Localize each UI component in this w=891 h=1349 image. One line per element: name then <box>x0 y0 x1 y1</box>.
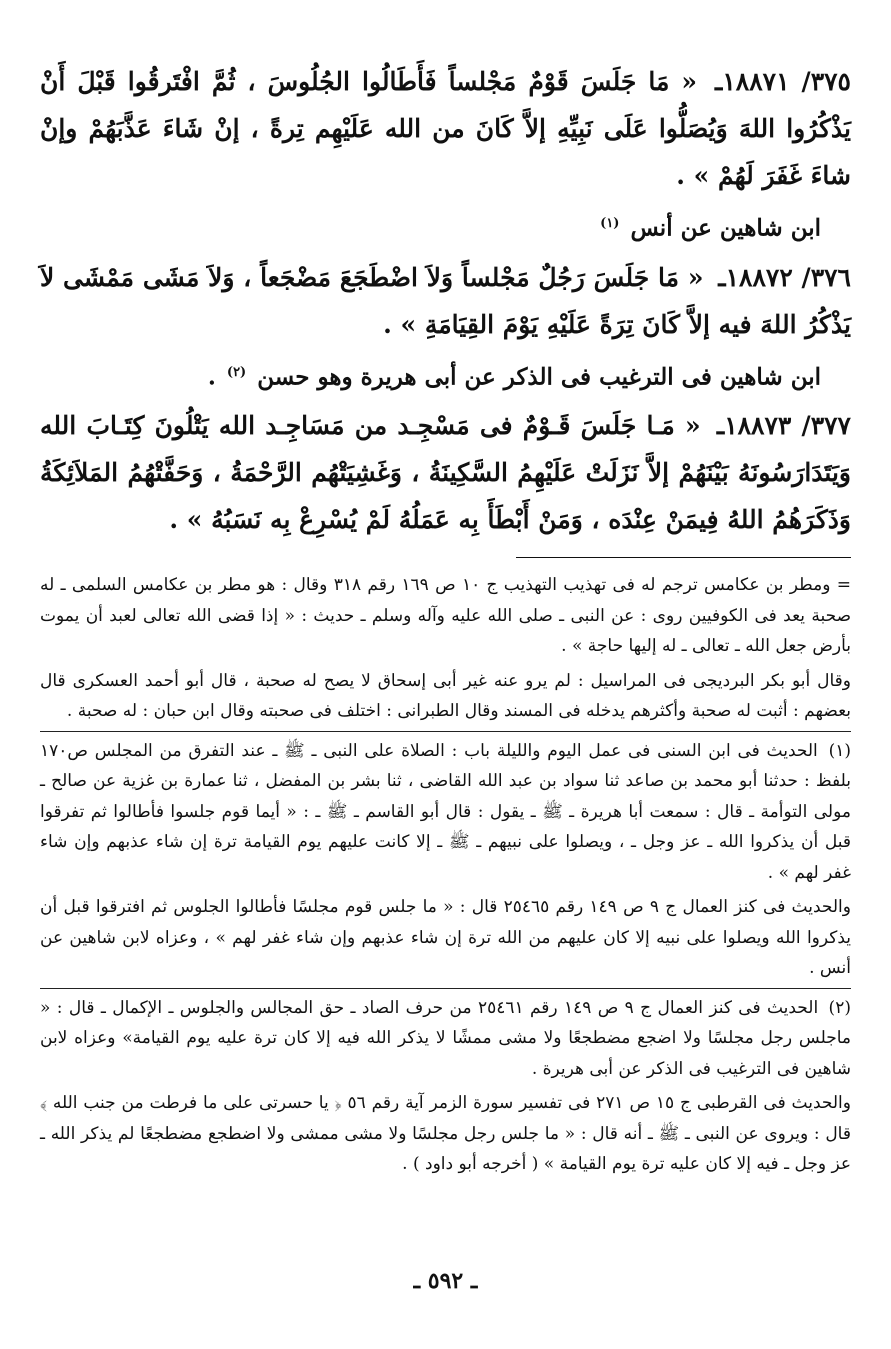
hadith-text: « مَـا جَلَسَ قَـوْمٌ فى مَسْجِـد من مَسَاجِـد الله يَتْلُونَ كِتَـابَ الله وَيَتَدَارَسُونَهُ بَيْنَهُمْ إلاَّ نَزَلَتْ عَلَيْهِمُ السَّكِينَةُ ، وَغَشِيَتْهُم الرَّحْمَةُ ، وَحَفَّتْهُمُ المَلاَئِكَةُ وَذَكَرَهُمُ اللهُ فِيمَنْ عِنْدَه ، وَمَنْ أَبْطَأَ بِه عَمَلُهُ لَمْ يُسْرِعْ بِه نَسَبُهُ » . <box>40 411 851 535</box>
source-text: ابن شاهين فى الترغيب فى الذكر عن أبى هريرة وهو حسن <box>257 363 821 391</box>
footnote-rule <box>516 557 851 558</box>
hadith-375 <box>40 58 851 199</box>
page-body <box>40 58 851 1184</box>
footnote-continuation-1: = ومطر بن عكامس ترجم له فى تهذيب التهذيب ج ١٠ ص ١٦٩ رقم ٣١٨ وقال : هو مطر بن عكامس السلمى ـ له صحبة يعد فى الكوفيين روى : عن النبى ـ صلى الله عليه وآله وسلم ـ حديث : « إذا قضى الله تعالى لعبد أن يموت بأرض جعل الله ـ تعالى ـ له إليها حاجة » . <box>40 575 851 657</box>
footnote-marker: (١) <box>828 740 851 761</box>
footnote-2-continued: والحديث فى القرطبى ج ١٥ ص ٢٧١ فى تفسير سورة الزمر آية رقم ٥٦ ﴿ يا حسرتى على ما فرطت من جنب الله ﴾ قال : ويروى عن النبى ـ ﷺ ـ أنه قال : « ما جلس رجل مجلسًا ولا مشى ممشى ولا اضطجع مضطجعًا لم يذكر الله ـ عز وجل ـ فيه إلا كان عليه ترة يوم القيامة » ( أخرجه أبو داود ) . <box>40 1093 851 1175</box>
page-number: ـ ٥٩٢ ـ <box>413 1268 478 1294</box>
source-text: ابن شاهين عن أنس <box>630 214 821 242</box>
footnote-1-continued: والحديث فى كنز العمال ج ٩ ص ١٤٩ رقم ٢٥٤٦٥ قال : « ما جلس قوم مجلسًا فأطالوا الجلوس ثم افترقوا قبل أن يذكروا الله ويصلوا على نبيه إلا كان عليهم من الله ترة إن شاء عذبهم وإن شاء غفر لهم » ، وعزاه لابن شاهين عن أنس . <box>40 897 851 979</box>
footnote-text: الحديث فى ابن السنى فى عمل اليوم والليلة باب : الصلاة على النبى ـ ﷺ ـ عند التفرق من المجلس ص١٧٠ بلفظ : حدثنا أبو محمد بن صاعد ثنا سواد بن عبد الله القاضى ، ثنا بشر بن المفضل ، ثنا عمارة بن غزية عن صالح ـ مولى التوأمة ـ قال : سمعت أبا هريرة ـ ﷺ ـ يقول : قال أبو القاسم ـ ﷺ ـ : « أيما قوم جلسوا فأطالوا ثم تفرقوا قبل أن يذكروا الله ـ عز وجل ـ ، ويصلوا على نبيهم ـ ﷺ ـ إلا كانت عليهم يوم القيامة ترة إن شاء عذبهم وإن شاء غفر لهم » . <box>40 740 851 883</box>
hadith-number: ٣٧٧/ ١٨٨٧٣ـ <box>716 411 851 441</box>
hadith-376 <box>40 254 851 348</box>
hadith-377 <box>40 402 851 543</box>
footnote-continuation-2: وقال أبو بكر البرديجى فى المراسيل : لم يرو عنه غير أبى إسحاق لا يصح له صحبة ، قال أبو أحمد العسكرى قال بعضهم : أثبت له صحبة وأكثرهم يدخله فى المسند وقال الطبرانى : اختلف فى صحبته وقال ابن حبان : له صحبة . <box>40 670 851 722</box>
footnote-ref: (٢) <box>226 364 247 380</box>
hadith-376-source <box>40 352 821 399</box>
footnote-2 <box>40 993 851 1085</box>
footnote-ref: (١) <box>600 216 620 231</box>
hadith-text: « مَا جَلَسَ رَجُلٌ مَجْلساً وَلاَ اضْطَجَعَ مَضْجَعاً ، وَلاَ مَشَى مَمْشَى لاَ يَذْكُرُ اللهَ فيه إلاَّ كَانَ تِرَةً عَلَيْهِ يَوْمَ القِيَامَةِ » . <box>40 262 851 339</box>
footnote-text: الحديث فى كنز العمال ج ٩ ص ١٤٩ رقم ٢٥٤٦١ من حرف الصاد ـ حق المجالس والجلوس ـ الإكمال ـ قال : « ماجلس رجل مجلسًا ولا اضجع مضطجعًا ولا مشى ممشًا لا يذكر الله فيه إلا كان ترة عليه يوم القيامة» وعزاه لابن شاهين فى الترغيب فى الذكر عن أبى هريرة . <box>40 997 851 1079</box>
footnote-marker: (٢) <box>828 997 851 1018</box>
hadith-text: « مَا جَلَسَ قَوْمٌ مَجْلساً فَأَطَالُوا الجُلُوسَ ، ثُمَّ افْتَرقُوا قَبْلَ أَنْ يَذْكُرُوا اللهَ وَيُصَلُّوا عَلَى نَبِيِّهِ إلاَّ كَانَ من الله عَلَيْهِم تِرةً ، إنْ شَاءَ عَذَّبَهُمْ وإنْ شاءَ غَفَرَ لَهُمْ » . <box>40 67 851 190</box>
hadith-number: ٣٧٦/ ١٨٨٧٢ـ <box>718 262 851 292</box>
hadith-number: ٣٧٥/ ١٨٨٧١ـ <box>715 67 851 96</box>
footnote-divider <box>40 988 851 989</box>
hadith-375-source <box>40 203 821 250</box>
source-end: . <box>207 363 216 391</box>
footnote-divider <box>40 731 851 732</box>
footnote-1 <box>40 736 851 889</box>
